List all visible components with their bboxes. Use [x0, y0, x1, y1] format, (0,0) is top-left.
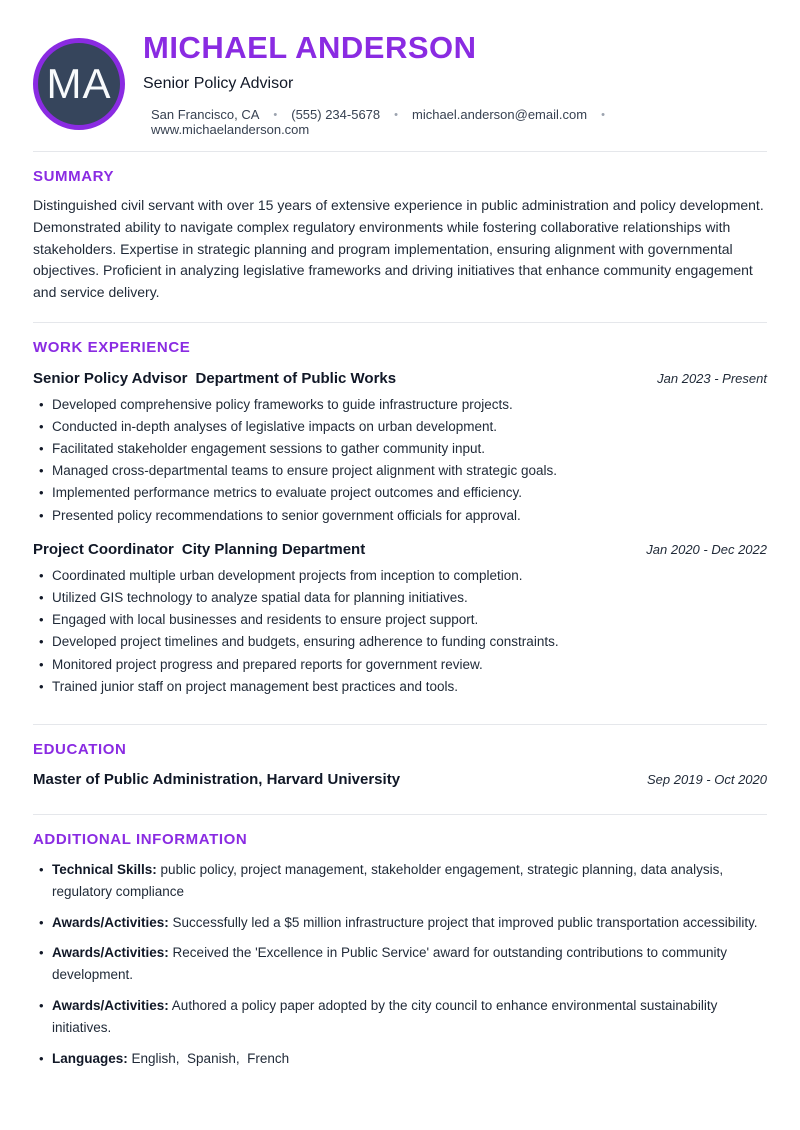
additional-item-label: Awards/Activities: [52, 998, 169, 1014]
section-heading-summary: SUMMARY [33, 168, 115, 186]
job-entry [33, 541, 767, 698]
job-bullet-list [33, 565, 767, 698]
contact-row [143, 107, 767, 137]
contact-website: www.michaelanderson.com [151, 122, 310, 138]
bullet-item: • Presented policy recommendations to senior government officials for approval. [33, 505, 767, 527]
job-company: City Planning Department [181, 540, 366, 558]
bullet-item: • Developed project timelines and budgets, ensuring adherence to funding constraints. [33, 631, 767, 653]
section-additional-information [33, 831, 767, 1069]
person-name: MICHAEL ANDERSON [143, 30, 477, 65]
section-heading-education: EDUCATION [33, 741, 127, 759]
section-summary [33, 168, 767, 304]
job-entry [33, 370, 767, 527]
bullet-item: • Implemented performance metrics to evaluate project outcomes and efficiency. [33, 482, 767, 504]
bullet-item: • Engaged with local businesses and residents to ensure project support. [33, 609, 767, 631]
avatar [33, 38, 125, 130]
job-title-line [33, 370, 396, 387]
job-entry-header [33, 541, 767, 558]
additional-item-text: English, Spanish, French [127, 1050, 290, 1066]
job-company: Department of Public Works [195, 369, 397, 387]
section-education [33, 741, 767, 788]
additional-item-label: Awards/Activities: [52, 945, 169, 961]
bullet-item: • Developed comprehensive policy frameworks to guide infrastructure projects. [33, 394, 767, 416]
job-title-line [33, 541, 365, 558]
additional-item-text: Received the 'Excellence in Public Service' award for outstanding contributions to community development. [52, 945, 731, 983]
bullet-item: • Facilitated stakeholder engagement sessions to gather community input. [33, 438, 767, 460]
additional-list [33, 859, 767, 1069]
divider [33, 151, 767, 152]
dot-separator-icon: • [273, 108, 278, 121]
additional-item [33, 912, 767, 934]
dot-separator-icon: • [601, 108, 605, 121]
additional-item [33, 995, 767, 1039]
section-heading-additional: ADDITIONAL INFORMATION [33, 831, 248, 849]
contact-location: San Francisco, CA [151, 107, 260, 123]
section-work-experience [33, 339, 767, 698]
bullet-item: • Monitored project progress and prepared reports for government review. [33, 654, 767, 676]
additional-item-text: public policy, project management, stakeholder engagement, strategic planning, data analysis, regulatory compliance [52, 862, 727, 899]
bullet-item: • Conducted in-depth analyses of legislative impacts on urban development. [33, 416, 767, 438]
bullet-item: • Managed cross-departmental teams to ensure project alignment with strategic goals. [33, 460, 767, 482]
education-dates: Sep 2019 - Oct 2020 [647, 772, 767, 788]
header-text [143, 31, 767, 137]
job-bullet-list [33, 394, 767, 527]
education-entry [33, 771, 767, 788]
additional-item-label: Awards/Activities: [52, 914, 169, 930]
job-position: Project Coordinator [33, 540, 174, 558]
additional-item [33, 942, 767, 986]
divider [33, 724, 767, 725]
person-job-title: Senior Policy Advisor [143, 75, 294, 93]
additional-item [33, 1048, 767, 1070]
education-degree: Master of Public Administration, Harvard University [33, 771, 401, 789]
bullet-item: • Utilized GIS technology to analyze spatial data for planning initiatives. [33, 587, 767, 609]
dot-separator-icon: • [394, 108, 398, 121]
avatar-initials: MA [46, 60, 112, 108]
resume-header [33, 0, 767, 137]
additional-item [33, 859, 767, 903]
summary-text: Distinguished civil servant with over 15 years of extensive experience in public administration and policy development. Demonstrated ability to navigate complex regulatory environments while fostering collaborative relationships with stakeholders. Expertise in strategic planning and program implementation, ensuring alignment with governmental objectives. Proficient in analyzing legislative frameworks and driving initiatives that enhance community engagement and service delivery. [33, 197, 764, 300]
bullet-item: • Trained junior staff on project management best practices and tools. [33, 676, 767, 698]
job-position: Senior Policy Advisor [33, 369, 188, 387]
job-entry-header [33, 370, 767, 387]
job-dates: Jan 2023 - Present [657, 370, 767, 386]
divider [33, 814, 767, 815]
job-dates: Jan 2020 - Dec 2022 [646, 541, 767, 557]
contact-email: michael.anderson@email.com [412, 107, 588, 123]
additional-item-text: Authored a policy paper adopted by the city council to enhance environmental sustainability initiatives. [52, 998, 722, 1035]
divider [33, 322, 767, 323]
additional-item-text: Successfully led a $5 million infrastructure project that improved public transportation accessibility. [168, 914, 758, 930]
bullet-item: • Coordinated multiple urban development projects from inception to completion. [33, 565, 767, 587]
section-heading-work: WORK EXPERIENCE [33, 338, 191, 356]
additional-item-label: Languages: [52, 1050, 128, 1066]
additional-item-label: Technical Skills: [52, 862, 157, 878]
contact-phone: (555) 234-5678 [291, 107, 381, 123]
